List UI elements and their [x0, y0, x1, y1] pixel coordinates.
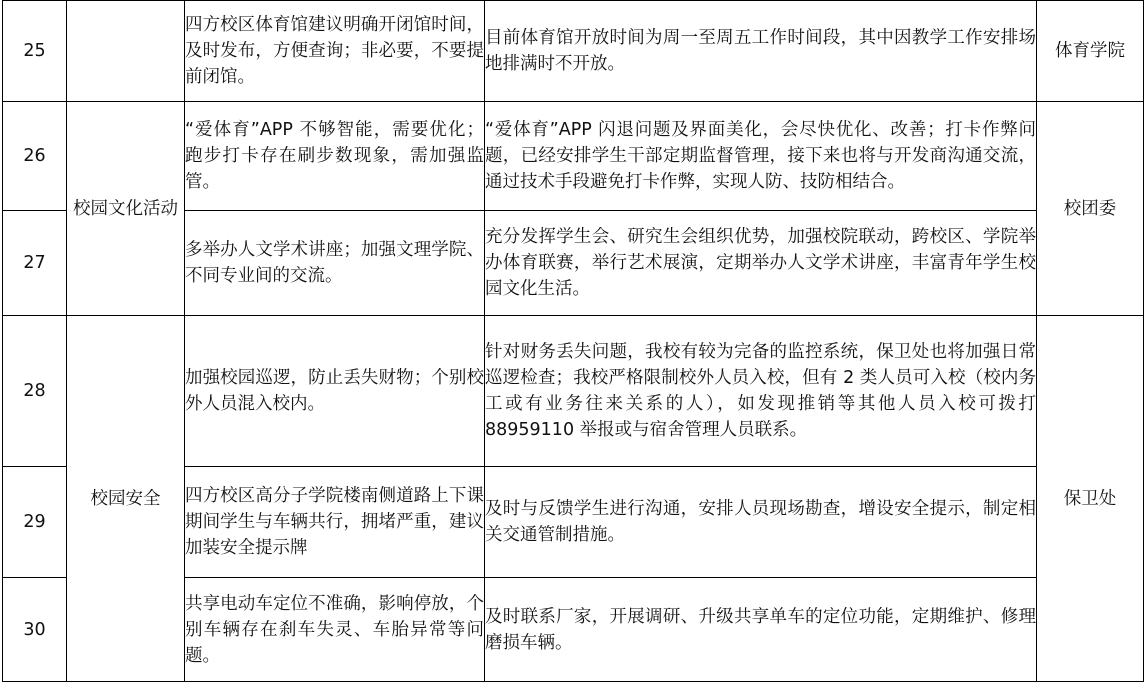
department-cell: 体育学院: [1037, 1, 1144, 102]
issue-cell: 加强校园巡逻，防止丢失财物；个别校外人员混入校内。: [185, 316, 485, 467]
row-number: 26: [3, 102, 67, 211]
category-cell: 校园安全: [67, 316, 185, 682]
department-cell: 校团委: [1037, 102, 1144, 316]
row-number: 29: [3, 467, 67, 578]
feedback-table: [2, 0, 1144, 682]
response-cell: “爱体育”APP 闪退问题及界面美化，会尽快优化、改善；打卡作弊问题，已经安排学生干部定期监督管理，接下来也将与开发商沟通交流，通过技术手段避免打卡作弊，实现人防、技防相结合。: [485, 102, 1037, 211]
table-row: [3, 316, 1144, 467]
response-cell: 目前体育馆开放时间为周一至周五工作时间段，其中因教学工作安排场地排满时不开放。: [485, 1, 1037, 102]
row-number: 30: [3, 578, 67, 682]
category-cell-empty: [67, 1, 185, 102]
issue-cell: 四方校区体育馆建议明确开闭馆时间，及时发布，方便查询；非必要，不要提前闭馆。: [185, 1, 485, 102]
category-cell: 校园文化活动: [67, 102, 185, 316]
row-number: 28: [3, 316, 67, 467]
issue-cell: 共享电动车定位不准确，影响停放，个别车辆存在刹车失灵、车胎异常等问题。: [185, 578, 485, 682]
issue-cell: 多举办人文学术讲座；加强文理学院、不同专业间的交流。: [185, 211, 485, 316]
response-cell: 针对财务丢失问题，我校有较为完备的监控系统，保卫处也将加强日常巡逻检查；我校严格限制校外人员入校，但有 2 类人员可入校（校内务工或有业务往来关系的人），如发现推销等其他人员入校可拨打 88959110 举报或与宿舍管理人员联系。: [485, 316, 1037, 467]
table-row: [3, 1, 1144, 102]
response-cell: 及时联系厂家，开展调研、升级共享单车的定位功能，定期维护、修理磨损车辆。: [485, 578, 1037, 682]
row-number: 25: [3, 1, 67, 102]
response-cell: 充分发挥学生会、研究生会组织优势，加强校院联动，跨校区、学院举办体育联赛，举行艺术展演，定期举办人文学术讲座，丰富青年学生校园文化生活。: [485, 211, 1037, 316]
response-cell: 及时与反馈学生进行沟通，安排人员现场勘查，增设安全提示，制定相关交通管制措施。: [485, 467, 1037, 578]
table-row: [3, 102, 1144, 211]
issue-cell: 四方校区高分子学院楼南侧道路上下课期间学生与车辆共行，拥堵严重，建议加装安全提示牌: [185, 467, 485, 578]
issue-cell: “爱体育”APP 不够智能，需要优化；跑步打卡存在刷步数现象，需加强监管。: [185, 102, 485, 211]
row-number: 27: [3, 211, 67, 316]
department-cell: 保卫处: [1037, 316, 1144, 682]
